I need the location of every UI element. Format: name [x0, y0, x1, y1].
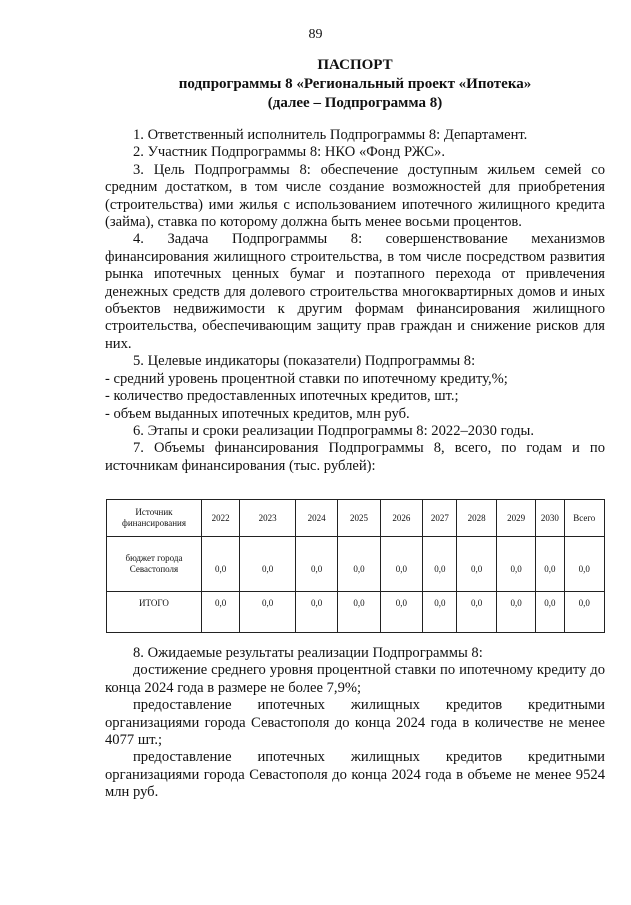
table-header-cell: 2028 — [457, 500, 496, 537]
indicator-item: - количество предоставленных ипотечных кредитов, шт.; — [105, 388, 459, 405]
result-item: предоставление ипотечных жилищных кредитов кредитными организациями города Севастополя до конца 2024 года в количестве не менее 4077 шт.; — [105, 697, 605, 749]
table-cell: 0,0 — [338, 592, 380, 633]
section-stages: 6. Этапы и сроки реализации Подпрограммы 8: 2022–2030 годы. — [133, 422, 535, 439]
table-cell: 0,0 — [380, 537, 422, 592]
table-header-cell: 2023 — [240, 500, 296, 537]
table-cell: 0,0 — [457, 592, 496, 633]
table-header-cell: 2029 — [496, 500, 535, 537]
title-line-passport: ПАСПОРТ — [317, 57, 393, 73]
table-cell: 0,0 — [457, 537, 496, 592]
table-cell: 0,0 — [201, 592, 239, 633]
table-cell: 0,0 — [380, 592, 422, 633]
table-header-cell: Всего — [564, 500, 604, 537]
table-header-cell: 2025 — [338, 500, 380, 537]
indicator-item: - средний уровень процентной ставки по ипотечному кредиту,%; — [105, 370, 508, 387]
table-cell: 0,0 — [240, 592, 296, 633]
table-cell: 0,0 — [496, 537, 535, 592]
section-goal: 3. Цель Подпрограммы 8: обеспечение доступным жильем семей со средним достатком, в том числе создание возможностей для приобретения (строительства) ими жилья с использованием ипотечного жилищного кредита (займа), ставка по которому должна быть менее восьми процентов. — [105, 161, 605, 231]
title-line-subprogram: подпрограммы 8 «Региональный проект «Ипотека» — [178, 76, 532, 92]
table-header-row — [107, 500, 605, 537]
table-cell: 0,0 — [496, 592, 535, 633]
table-cell: 0,0 — [564, 537, 604, 592]
row-label: ИТОГО — [107, 592, 202, 633]
table-cell: 0,0 — [423, 592, 457, 633]
table-cell: 0,0 — [536, 537, 564, 592]
table-header-cell: 2022 — [201, 500, 239, 537]
result-item: предоставление ипотечных жилищных кредитов кредитными организациями города Севастополя до конца 2024 года в объеме не менее 9524 млн руб. — [105, 749, 605, 801]
table-cell: 0,0 — [536, 592, 564, 633]
table-cell: 0,0 — [295, 592, 337, 633]
passport-sections — [105, 127, 605, 475]
row-label: бюджет города Севастополя — [107, 537, 202, 592]
table-header-cell: Источник финансирования — [107, 500, 202, 537]
table-header-cell: 2027 — [423, 500, 457, 537]
section-expected-results: 8. Ожидаемые результаты реализации Подпрограммы 8: — [133, 645, 483, 661]
funding-table — [106, 499, 605, 633]
table-row-total — [107, 592, 605, 633]
title-line-abbreviation: (далее – Подпрограмма 8) — [267, 95, 443, 111]
table-cell: 0,0 — [240, 537, 296, 592]
section-funding: 7. Объемы финансирования Подпрограммы 8, всего, по годам и по источникам финансирования (тыс. рублей): — [105, 440, 605, 474]
table-cell: 0,0 — [423, 537, 457, 592]
table-header-cell: 2030 — [536, 500, 564, 537]
table-cell: 0,0 — [338, 537, 380, 592]
indicator-item: - объем выданных ипотечных кредитов, млн руб. — [105, 405, 410, 422]
section-responsible-executor: 1. Ответственный исполнитель Подпрограммы 8: Департамент. — [133, 127, 528, 143]
table-cell: 0,0 — [564, 592, 604, 633]
document-title — [105, 56, 605, 113]
result-item: достижение среднего уровня процентной ставки по ипотечному кредиту до конца 2024 года в размере не более 7,9%; — [105, 662, 605, 696]
table-header-cell: 2026 — [380, 500, 422, 537]
expected-results — [105, 645, 605, 802]
section-indicators: 5. Целевые индикаторы (показатели) Подпрограммы 8: — [133, 353, 476, 370]
table-row — [107, 537, 605, 592]
page-number: 89 — [308, 27, 323, 42]
section-task: 4. Задача Подпрограммы 8: совершенствование механизмов финансирования жилищного строительства, в том числе посредством развития рынка ипотечных ценных бумаг и поэтапного перехода от привлечения денежных средств для долевого строительства многоквартирных домов и иных объектов недвижимости к другим формам финансирования жилищного строительства, обеспечивающим защиту прав граждан и снижение рисков для них. — [105, 231, 605, 352]
table-cell: 0,0 — [295, 537, 337, 592]
section-participant: 2. Участник Подпрограммы 8: НКО «Фонд РЖС». — [133, 144, 445, 161]
table-cell: 0,0 — [201, 537, 239, 592]
table-header-cell: 2024 — [295, 500, 337, 537]
